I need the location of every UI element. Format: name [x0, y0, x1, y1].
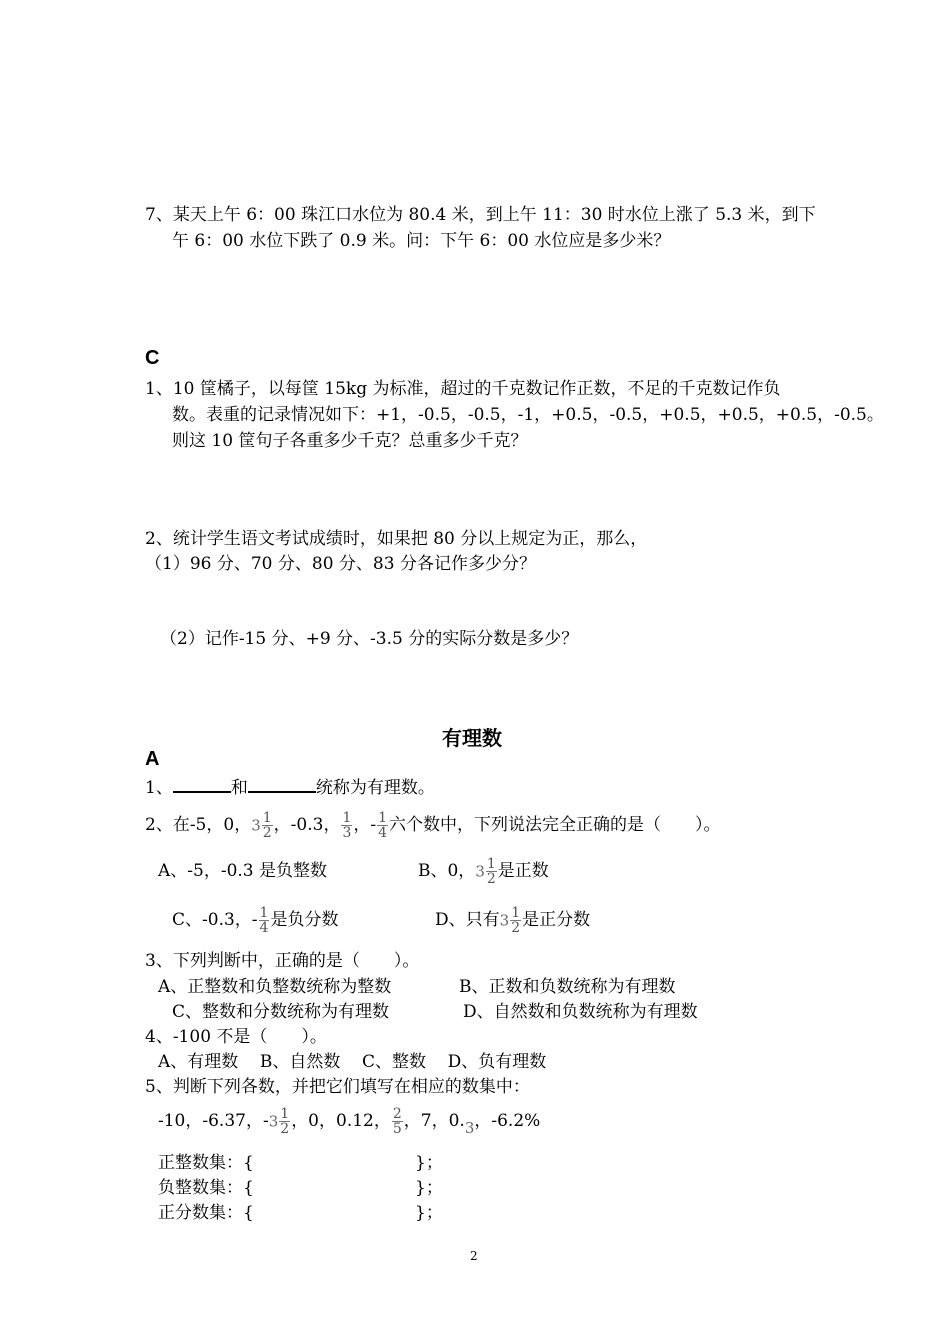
frac-num: 1 [486, 856, 496, 872]
a-q3-option-d: D、自然数和负数统称为有理数 [463, 1002, 698, 1022]
opt-c-post: 是负分数 [270, 910, 339, 930]
a-q4-option-c: C、整数 [362, 1052, 427, 1072]
a-q4-option-b: B、自然数 [259, 1052, 341, 1072]
opt-b-post: 是正数 [497, 861, 549, 881]
a-q4-option-d: D、负有理数 [447, 1052, 547, 1072]
frac-num: 1 [259, 905, 269, 921]
c-q2-part2: （2）记作-15 分、+9 分、-3.5 分的实际分数是多少？ [160, 629, 579, 649]
a-q3-option-b: B、正数和负数统称为有理数 [459, 977, 676, 997]
opt-d-post: 是正分数 [522, 910, 591, 930]
c-q1-line1: 1、10 筐橘子，以每筐 15kg 为标准，超过的千克数记作正数，不足的千克数记作负 [145, 379, 781, 399]
opt-b-whole: 3 [475, 862, 485, 881]
opt-b-pre: B、0， [418, 861, 476, 881]
fraction-one-half [279, 1107, 290, 1136]
a-q2 [145, 803, 721, 848]
page-number: 2 [470, 1249, 478, 1263]
fraction-one-half [510, 906, 521, 935]
a-q3-option-a: A、正整数和负整数统称为整数 [158, 977, 392, 997]
a-q3: 3、下列判断中，正确的是（ ）。 [145, 951, 420, 971]
fraction-one-quarter [259, 906, 270, 935]
frac-den: 4 [378, 825, 388, 841]
section-c-heading: C [145, 347, 160, 369]
set-negative-integers-label: 负整数集：{ [158, 1178, 254, 1198]
frac-num: 1 [342, 810, 352, 826]
fraction-one-half [262, 811, 273, 840]
q5-text-c: ，7，0. [403, 1111, 465, 1131]
q5-whole: 3 [268, 1112, 279, 1131]
frac-num: 1 [262, 810, 272, 826]
set-positive-fractions-label: 正分数集：{ [158, 1203, 254, 1223]
a-q2-text-b: ，-0.3， [273, 815, 341, 835]
a-q2-text-d: 六个数中，下列说法完全正确的是（ ）。 [389, 815, 721, 835]
a-q5-numbers [158, 1099, 540, 1144]
a-q1 [145, 773, 435, 798]
a-q1-blank-2[interactable] [248, 775, 316, 793]
frac-den: 2 [511, 920, 521, 936]
q5-text-d: ，-6.2% [474, 1111, 541, 1131]
a-q2-option-a: A、-5，-0.3 是负整数 [158, 861, 328, 881]
a-q4-options [158, 1047, 546, 1072]
page-title: 有理数 [442, 728, 502, 750]
a-q2-text-c: ，- [353, 815, 377, 835]
c-q2-line1: 2、统计学生语文考试成绩时，如果把 80 分以上规定为正，那么， [145, 529, 648, 549]
c-q1-line2: 数。表重的记录情况如下：+1，-0.5，-0.5，-1，+0.5，-0.5，+0.5，+0.5，+0.5，-0.5。 [172, 405, 884, 425]
set-negative-integers-close: }； [415, 1178, 443, 1198]
frac-num: 2 [392, 1106, 402, 1122]
frac-den: 5 [392, 1121, 402, 1137]
fraction-one-third [341, 811, 352, 840]
fraction-one-quarter [377, 811, 388, 840]
a-q5: 5、判断下列各数，并把它们填写在相应的数集中： [145, 1077, 530, 1097]
q5-repeating-digit: 3 [464, 1118, 475, 1137]
a-q1-prefix: 1、 [145, 778, 173, 798]
set-positive-integers-close: }； [415, 1153, 443, 1173]
a-q2-option-c [172, 898, 338, 942]
set-positive-integers-label: 正整数集：{ [158, 1153, 254, 1173]
a-q1-blank-1[interactable] [173, 775, 231, 793]
a-q1-suffix: 统称为有理数。 [315, 778, 435, 798]
frac-den: 4 [259, 920, 269, 936]
q5-text-a: -10，-6.37，- [158, 1111, 269, 1131]
opt-d-pre: D、只有 [435, 910, 500, 930]
a-q2-option-b [418, 849, 549, 894]
frac-den: 3 [342, 825, 352, 841]
frac-num: 1 [511, 905, 521, 921]
fraction-two-fifths [392, 1107, 403, 1136]
frac-num: 1 [280, 1106, 290, 1122]
q5-text-b: ，0，0.12， [291, 1111, 391, 1131]
a-q4-option-a: A、有理数 [158, 1052, 239, 1072]
frac-den: 2 [280, 1121, 290, 1137]
c-q1-line3: 则这 10 筐句子各重多少千克？总重多少千克？ [172, 431, 528, 451]
a-q1-mid: 和 [230, 778, 248, 798]
q7-line1: 7、某天上午 6：00 珠江口水位为 80.4 米，到上午 11：30 时水位上涨了 5.3 米，到下 [145, 205, 816, 225]
opt-c-pre: C、-0.3，- [172, 910, 258, 930]
a-q2-option-d [435, 898, 590, 943]
opt-d-whole: 3 [499, 911, 510, 930]
set-positive-fractions-close: }； [415, 1203, 443, 1223]
a-q2-whole: 3 [251, 816, 261, 835]
frac-den: 2 [262, 825, 272, 841]
fraction-one-half [486, 857, 497, 886]
c-q2-part1: （1）96 分、70 分、80 分、83 分各记作多少分？ [145, 554, 536, 574]
section-a-heading: A [145, 748, 160, 770]
frac-num: 1 [378, 810, 388, 826]
q7-line2: 午 6：00 水位下跌了 0.9 米。问：下午 6：00 水位应是多少米？ [172, 231, 671, 251]
a-q4: 4、-100 不是（ ）。 [145, 1027, 327, 1047]
a-q3-option-c: C、整数和分数统称为有理数 [172, 1002, 390, 1022]
frac-den: 2 [486, 871, 496, 887]
a-q2-text-a: 2、在-5，0， [145, 815, 252, 835]
